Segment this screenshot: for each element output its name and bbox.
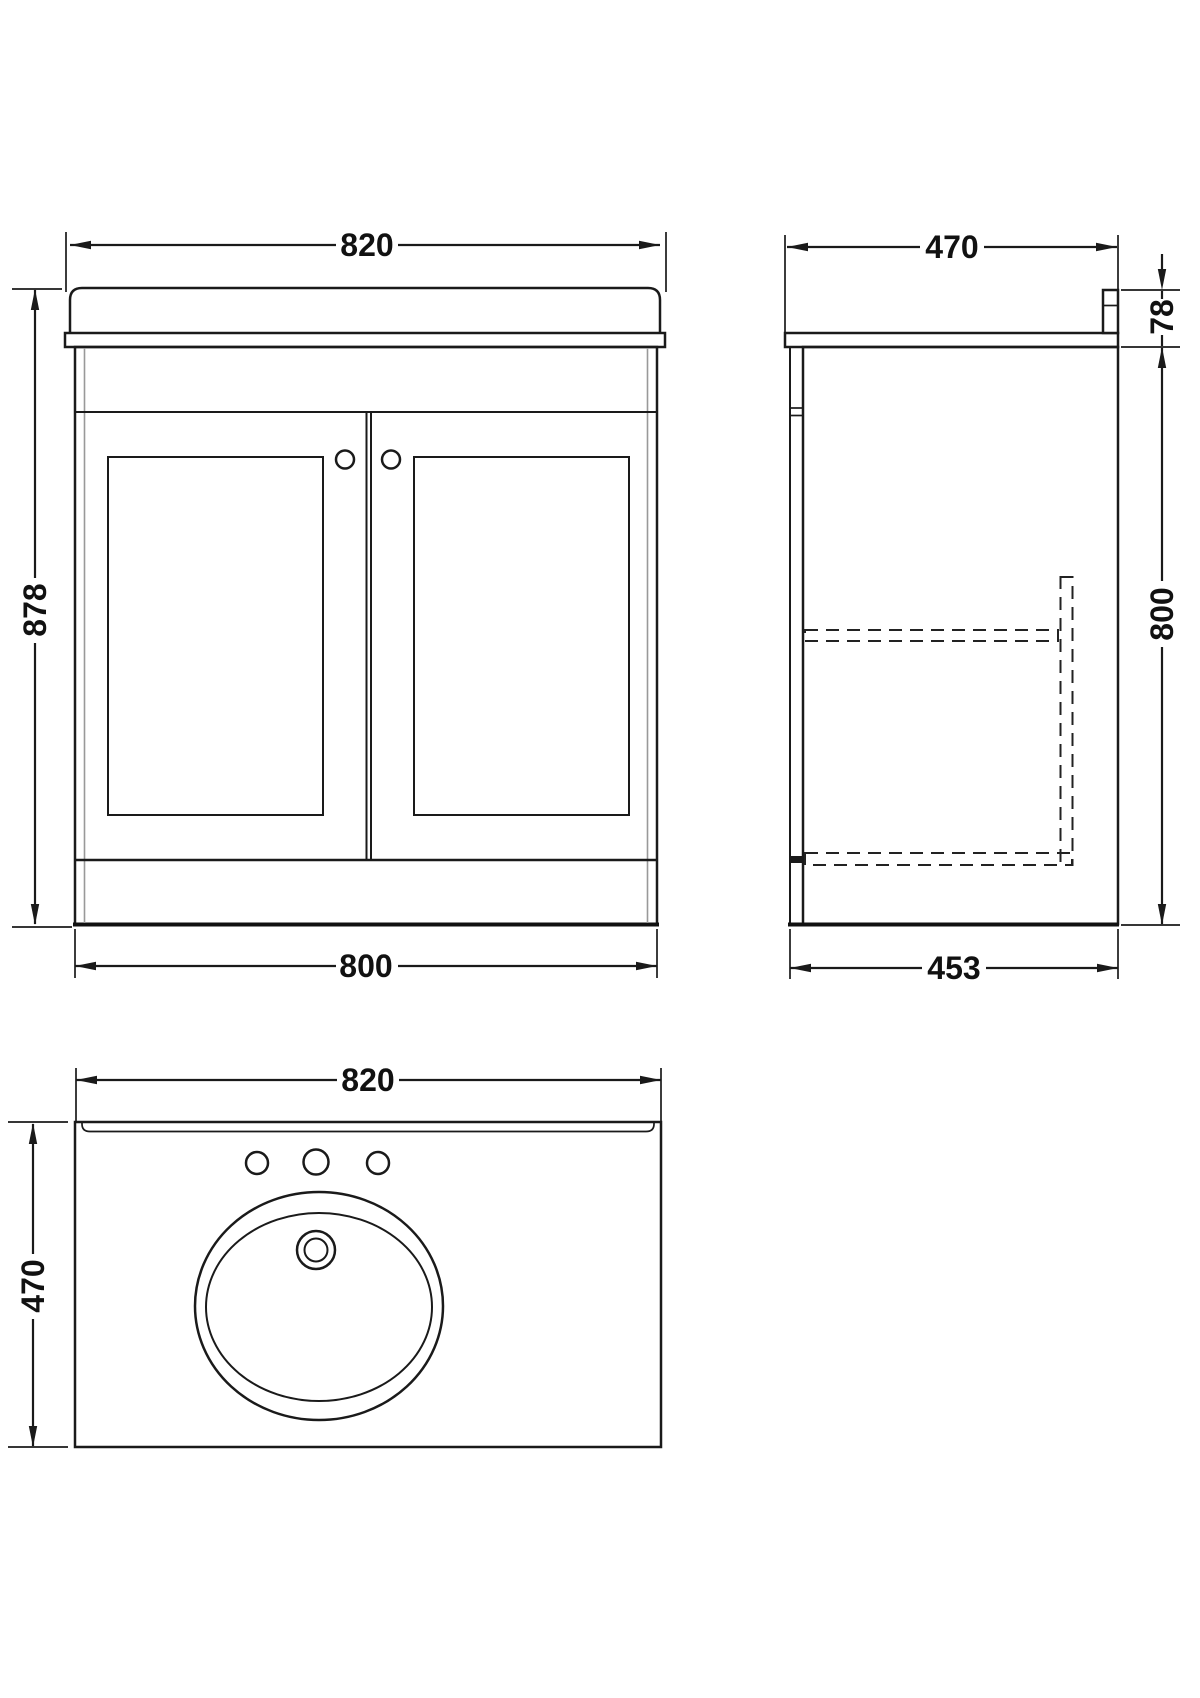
arrowhead (31, 904, 39, 925)
dim-label: 470 (15, 1259, 51, 1313)
dim-label: 800 (339, 948, 393, 984)
side-hidden-bottom-panel (805, 853, 1072, 865)
arrowhead (29, 1123, 37, 1144)
side-dim-depth-bottom (790, 929, 1118, 986)
arrowhead (75, 962, 96, 970)
side-carcass (803, 347, 1118, 924)
arrowhead (1097, 964, 1118, 972)
plan-worktop-outline (75, 1122, 661, 1447)
plan-tap-hole-left (246, 1152, 268, 1174)
arrowhead (790, 964, 811, 972)
front-upstand (70, 288, 660, 333)
front-right-door-knob (382, 451, 400, 469)
dim-label: 78 (1144, 299, 1180, 335)
front-dim-width-top (66, 227, 666, 292)
side-view (785, 229, 1180, 986)
front-dim-height (12, 289, 72, 927)
dim-label: 800 (1144, 587, 1180, 641)
side-hidden-shelf (805, 630, 1058, 641)
arrowhead (1096, 243, 1117, 251)
front-view (12, 227, 666, 984)
plan-waste-inner (305, 1239, 328, 1262)
arrowhead (640, 1076, 661, 1084)
arrowhead (1158, 904, 1166, 925)
side-upstand (1103, 290, 1118, 333)
side-dim-depth-top (785, 229, 1118, 348)
arrowhead (31, 289, 39, 310)
dim-label: 820 (341, 1062, 395, 1098)
dim-label: 878 (17, 583, 53, 637)
plan-rear-edge-strip (82, 1122, 654, 1132)
plan-view (8, 1062, 661, 1447)
plan-basin-inner-bowl (206, 1213, 432, 1401)
arrowhead (636, 962, 657, 970)
arrowhead (29, 1426, 37, 1447)
plan-basin-outer-rim (195, 1192, 443, 1420)
plan-waste-outer (297, 1231, 335, 1269)
dim-label: 453 (927, 950, 981, 986)
plan-tap-hole-right (367, 1152, 389, 1174)
front-left-door-knob (336, 451, 354, 469)
side-dim-carcass-height (1121, 347, 1180, 925)
plan-dim-width (76, 1062, 661, 1121)
front-left-door-panel (108, 457, 323, 815)
side-worktop-slab (785, 333, 1118, 347)
plan-tap-hole-middle (304, 1150, 329, 1175)
front-dim-width-bottom (75, 929, 657, 984)
dim-label: 470 (925, 229, 979, 265)
arrowhead (70, 241, 91, 249)
side-dim-upstand-height (1121, 254, 1180, 347)
dim-label: 820 (340, 227, 394, 263)
side-hidden-back-panel (1061, 577, 1073, 865)
front-worktop-lip (65, 333, 665, 347)
arrowhead (1158, 269, 1166, 290)
front-right-door-panel (414, 457, 629, 815)
arrowhead (787, 243, 808, 251)
arrowhead (76, 1076, 97, 1084)
plan-dim-depth (8, 1122, 68, 1447)
arrowhead (639, 241, 660, 249)
